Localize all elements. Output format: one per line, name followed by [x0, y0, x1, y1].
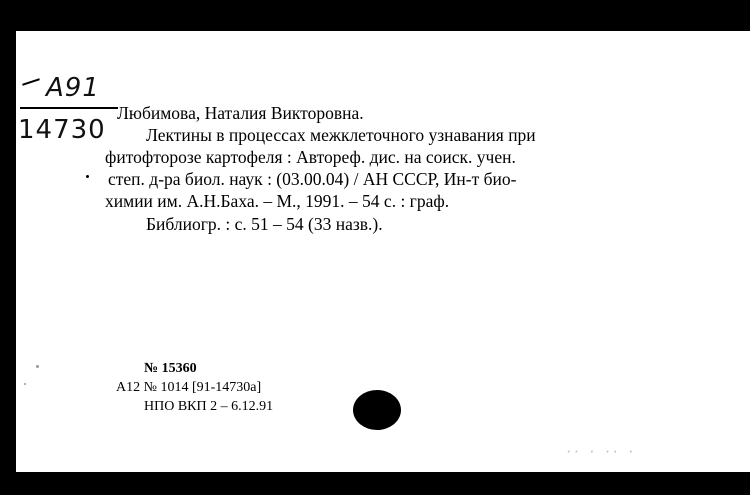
publisher-line: НПО ВКП 2 – 6.12.91 — [144, 399, 274, 414]
bibliography-note: Библиогр. : с. 51 – 54 (33 назв.). — [146, 214, 383, 234]
author-heading: Любимова, Наталия Викторовна. — [117, 103, 364, 123]
shelf-divider-line — [20, 107, 118, 109]
speck — [36, 365, 39, 368]
title-line-4: химии им. А.Н.Баха. – М., 1991. – 54 с. : граф. — [105, 191, 450, 211]
title-line-2: фитофторозе картофеля : Автореф. дис. на соиск. учен. — [105, 147, 516, 167]
title-line-3: степ. д-ра биол. наук : (03.00.04) / АН СССР, Ин-т био- — [108, 169, 517, 189]
punch-hole — [353, 390, 401, 430]
record-number: № 15360 — [144, 361, 197, 376]
faded-stamp: ·· · ·· · — [566, 443, 636, 461]
speck — [86, 175, 89, 178]
call-number: А91 — [46, 73, 100, 103]
inventory-number: 14730 — [18, 115, 106, 145]
title-line-1: Лектины в процессах межклеточного узнавания при — [146, 125, 536, 145]
speck — [24, 383, 26, 385]
catalog-line: А12 № 1014 [91-14730а] — [116, 380, 262, 395]
call-number-underline — [22, 78, 40, 85]
catalog-card — [16, 31, 750, 472]
